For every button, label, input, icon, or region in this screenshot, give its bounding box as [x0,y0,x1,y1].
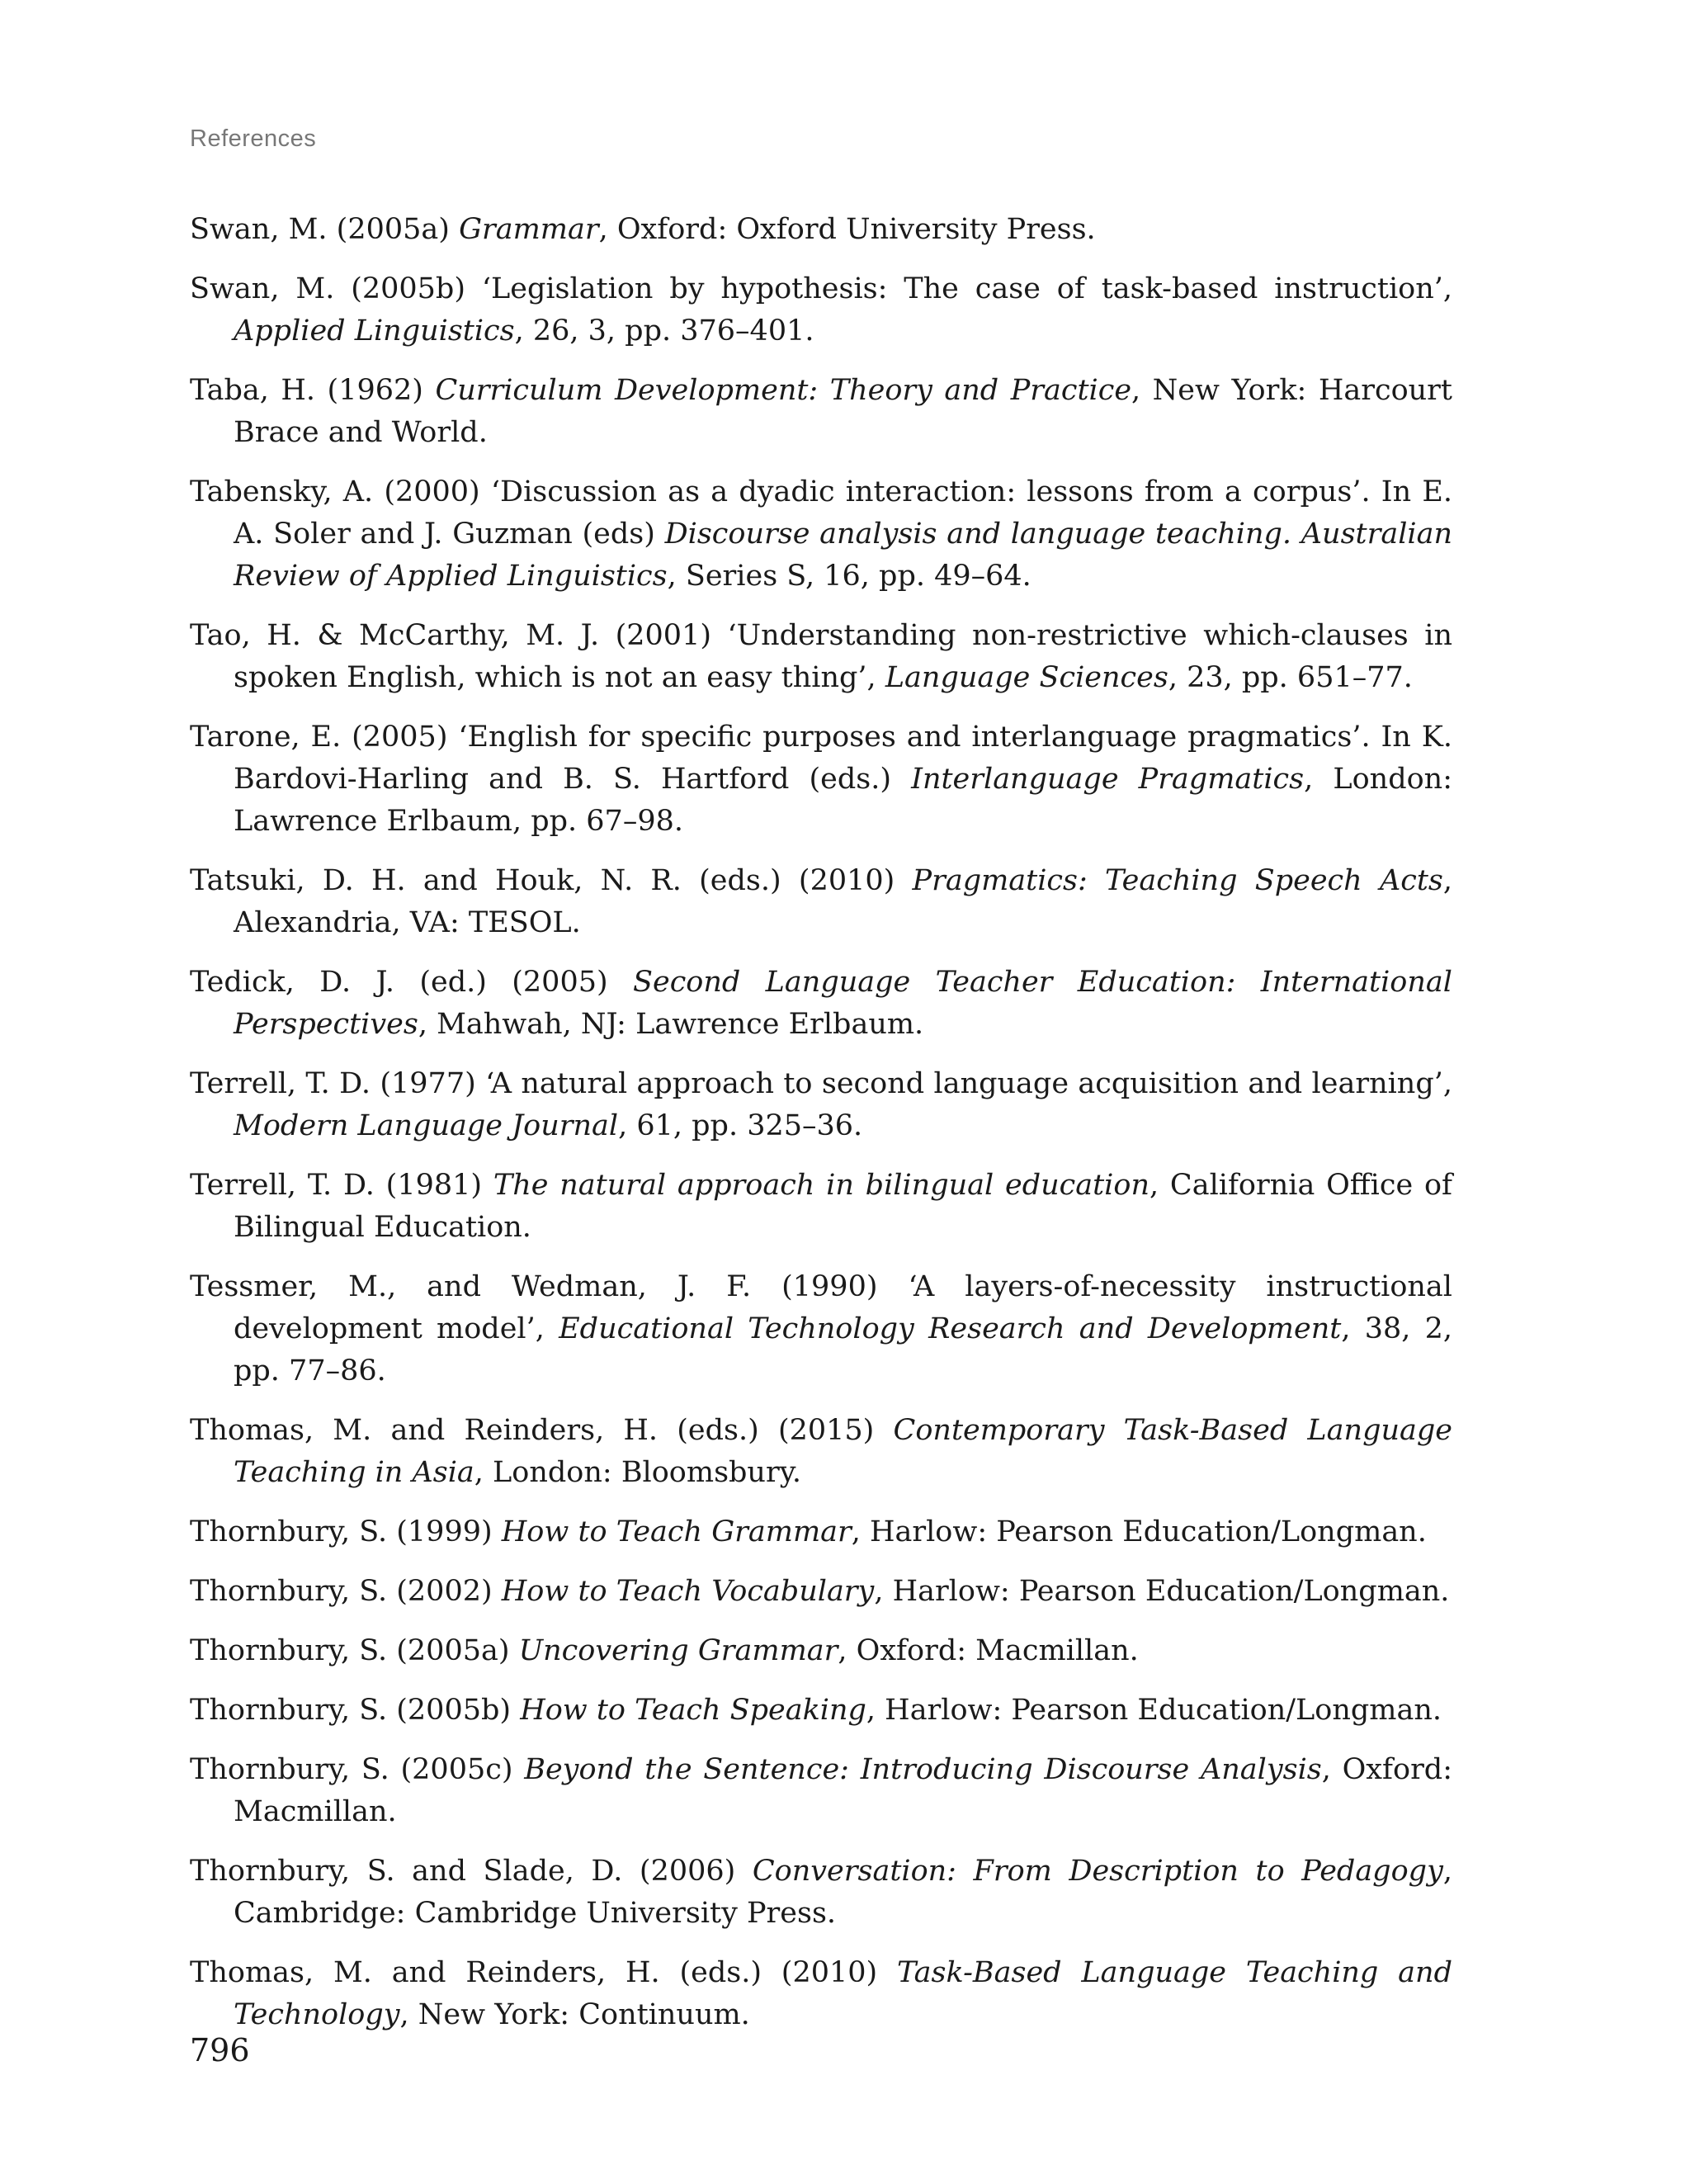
reference-title: Grammar [459,213,599,246]
reference-entry [190,962,1452,1046]
reference-title: Applied Linguistics [234,314,515,347]
reference-publication: , Cambridge: Cambridge University Press. [234,1855,1452,1930]
reference-title: Beyond the Sentence: Introducing Discourse Analysis [524,1753,1322,1786]
reference-citation: Terrell, T. D. (1977) ‘A natural approach to second language acquisition and learning’, [190,1067,1452,1100]
reference-title: How to Teach Speaking [520,1694,866,1727]
reference-citation: Tedick, D. J. (ed.) (2005) [190,966,633,999]
reference-title: Educational Technology Research and Development [559,1312,1342,1345]
reference-citation: Thornbury, S. (2005c) [190,1753,525,1786]
reference-citation: Thornbury, S. (2005a) [190,1634,519,1667]
reference-title: How to Teach Grammar [501,1515,852,1548]
running-head: References [190,125,317,152]
reference-citation: Thornbury, S. (2005b) [190,1694,521,1727]
reference-entry [190,209,1452,251]
reference-publication: , Alexandria, VA: TESOL. [234,864,1452,939]
reference-citation: Tessmer, M., and Wedman, J. F. (1990) ‘A layers-of-necessity instructional development model’, [190,1270,1452,1345]
reference-citation: Tatsuki, D. H. and Houk, N. R. (eds.) (2010) [190,864,913,897]
reference-publication: , Series S, 16, pp. 49–64. [667,560,1031,593]
reference-entry [190,1266,1452,1392]
reference-citation: Thornbury, S. (1999) [190,1515,502,1548]
reference-title: Conversation: From Description to Pedagogy [752,1855,1443,1888]
reference-publication: , California Office of Bilingual Education. [234,1169,1452,1244]
reference-citation: Thomas, M. and Reinders, H. (eds.) (2010) [190,1956,898,1989]
reference-citation: Thornbury, S. and Slade, D. (2006) [190,1855,753,1888]
reference-list [190,209,1452,2054]
reference-title: Curriculum Development: Theory and Practice [435,374,1132,407]
reference-entry [190,1690,1452,1732]
reference-publication: , 23, pp. 651–77. [1168,661,1413,694]
reference-entry [190,860,1452,944]
reference-entry [190,1511,1452,1553]
reference-title: Pragmatics: Teaching Speech Acts [912,864,1443,897]
reference-citation: Taba, H. (1962) [190,374,436,407]
reference-citation: Swan, M. (2005a) [190,213,460,246]
reference-title: Second Language Teacher Education: International Perspectives [234,966,1452,1041]
reference-title: Discourse analysis and language teaching. Australian Review of Applied Linguistics [234,518,1452,593]
reference-publication: , 26, 3, pp. 376–401. [514,314,814,347]
reference-title: Modern Language Journal [234,1109,619,1142]
reference-entry [190,1571,1452,1613]
reference-publication: , Oxford: Macmillan. [234,1753,1452,1828]
reference-entry [190,1410,1452,1494]
reference-citation: Tao, H. & McCarthy, M. J. (2001) ‘Understanding non-restrictive which-clauses in spoken English, which is not an easy thing’, [190,619,1452,694]
reference-entry [190,1630,1452,1672]
reference-publication: , Harlow: Pearson Education/Longman. [851,1515,1427,1548]
reference-publication: , Harlow: Pearson Education/Longman. [874,1575,1450,1608]
reference-entry [190,1952,1452,2036]
reference-publication: , New York: Continuum. [399,1998,750,2031]
reference-citation: Thomas, M. and Reinders, H. (eds.) (2015) [190,1414,894,1447]
reference-citation: Tabensky, A. (2000) ‘Discussion as a dyadic interaction: lessons from a corpus’. In E. A. Soler and J. Guzman (eds) [190,475,1452,551]
reference-citation: Swan, M. (2005b) ‘Legislation by hypothesis: The case of task-based instruction’, [190,272,1452,305]
reference-entry [190,1749,1452,1833]
reference-title: Language Sciences [885,661,1168,694]
reference-publication: , London: Lawrence Erlbaum, pp. 67–98. [234,763,1453,838]
reference-title: Interlanguage Pragmatics [911,763,1305,796]
reference-entry [190,716,1452,843]
reference-publication: , Oxford: Macmillan. [838,1634,1139,1667]
reference-citation: Tarone, E. (2005) ‘English for specific purposes and interlanguage pragmatics’. In K. Bardovi-Harling and B. S. Hartford (eds.) [190,721,1452,796]
reference-publication: , Mahwah, NJ: Lawrence Erlbaum. [418,1008,924,1041]
reference-title: How to Teach Vocabulary [501,1575,875,1608]
reference-publication: , Harlow: Pearson Education/Longman. [866,1694,1442,1727]
reference-publication: , New York: Harcourt Brace and World. [234,374,1452,449]
reference-entry [190,615,1452,699]
reference-entry [190,370,1452,454]
reference-publication: , London: Bloomsbury. [474,1456,801,1489]
reference-publication: , Oxford: Oxford University Press. [598,213,1096,246]
reference-citation: Terrell, T. D. (1981) [190,1169,493,1202]
reference-citation: Thornbury, S. (2002) [190,1575,502,1608]
reference-title: Uncovering Grammar [518,1634,838,1667]
reference-publication: , 61, pp. 325–36. [618,1109,863,1142]
reference-entry [190,1851,1452,1935]
reference-entry [190,1063,1452,1147]
reference-entry [190,1165,1452,1249]
page-number: 796 [190,2032,250,2068]
reference-title: Task-Based Language Teaching and Technology [234,1956,1452,2031]
reference-publication: , 38, 2, pp. 77–86. [234,1312,1453,1387]
reference-entry [190,471,1452,598]
reference-title: The natural approach in bilingual education [493,1169,1149,1202]
reference-title: Contemporary Task-Based Language Teaching in Asia [234,1414,1452,1489]
reference-entry [190,268,1452,352]
